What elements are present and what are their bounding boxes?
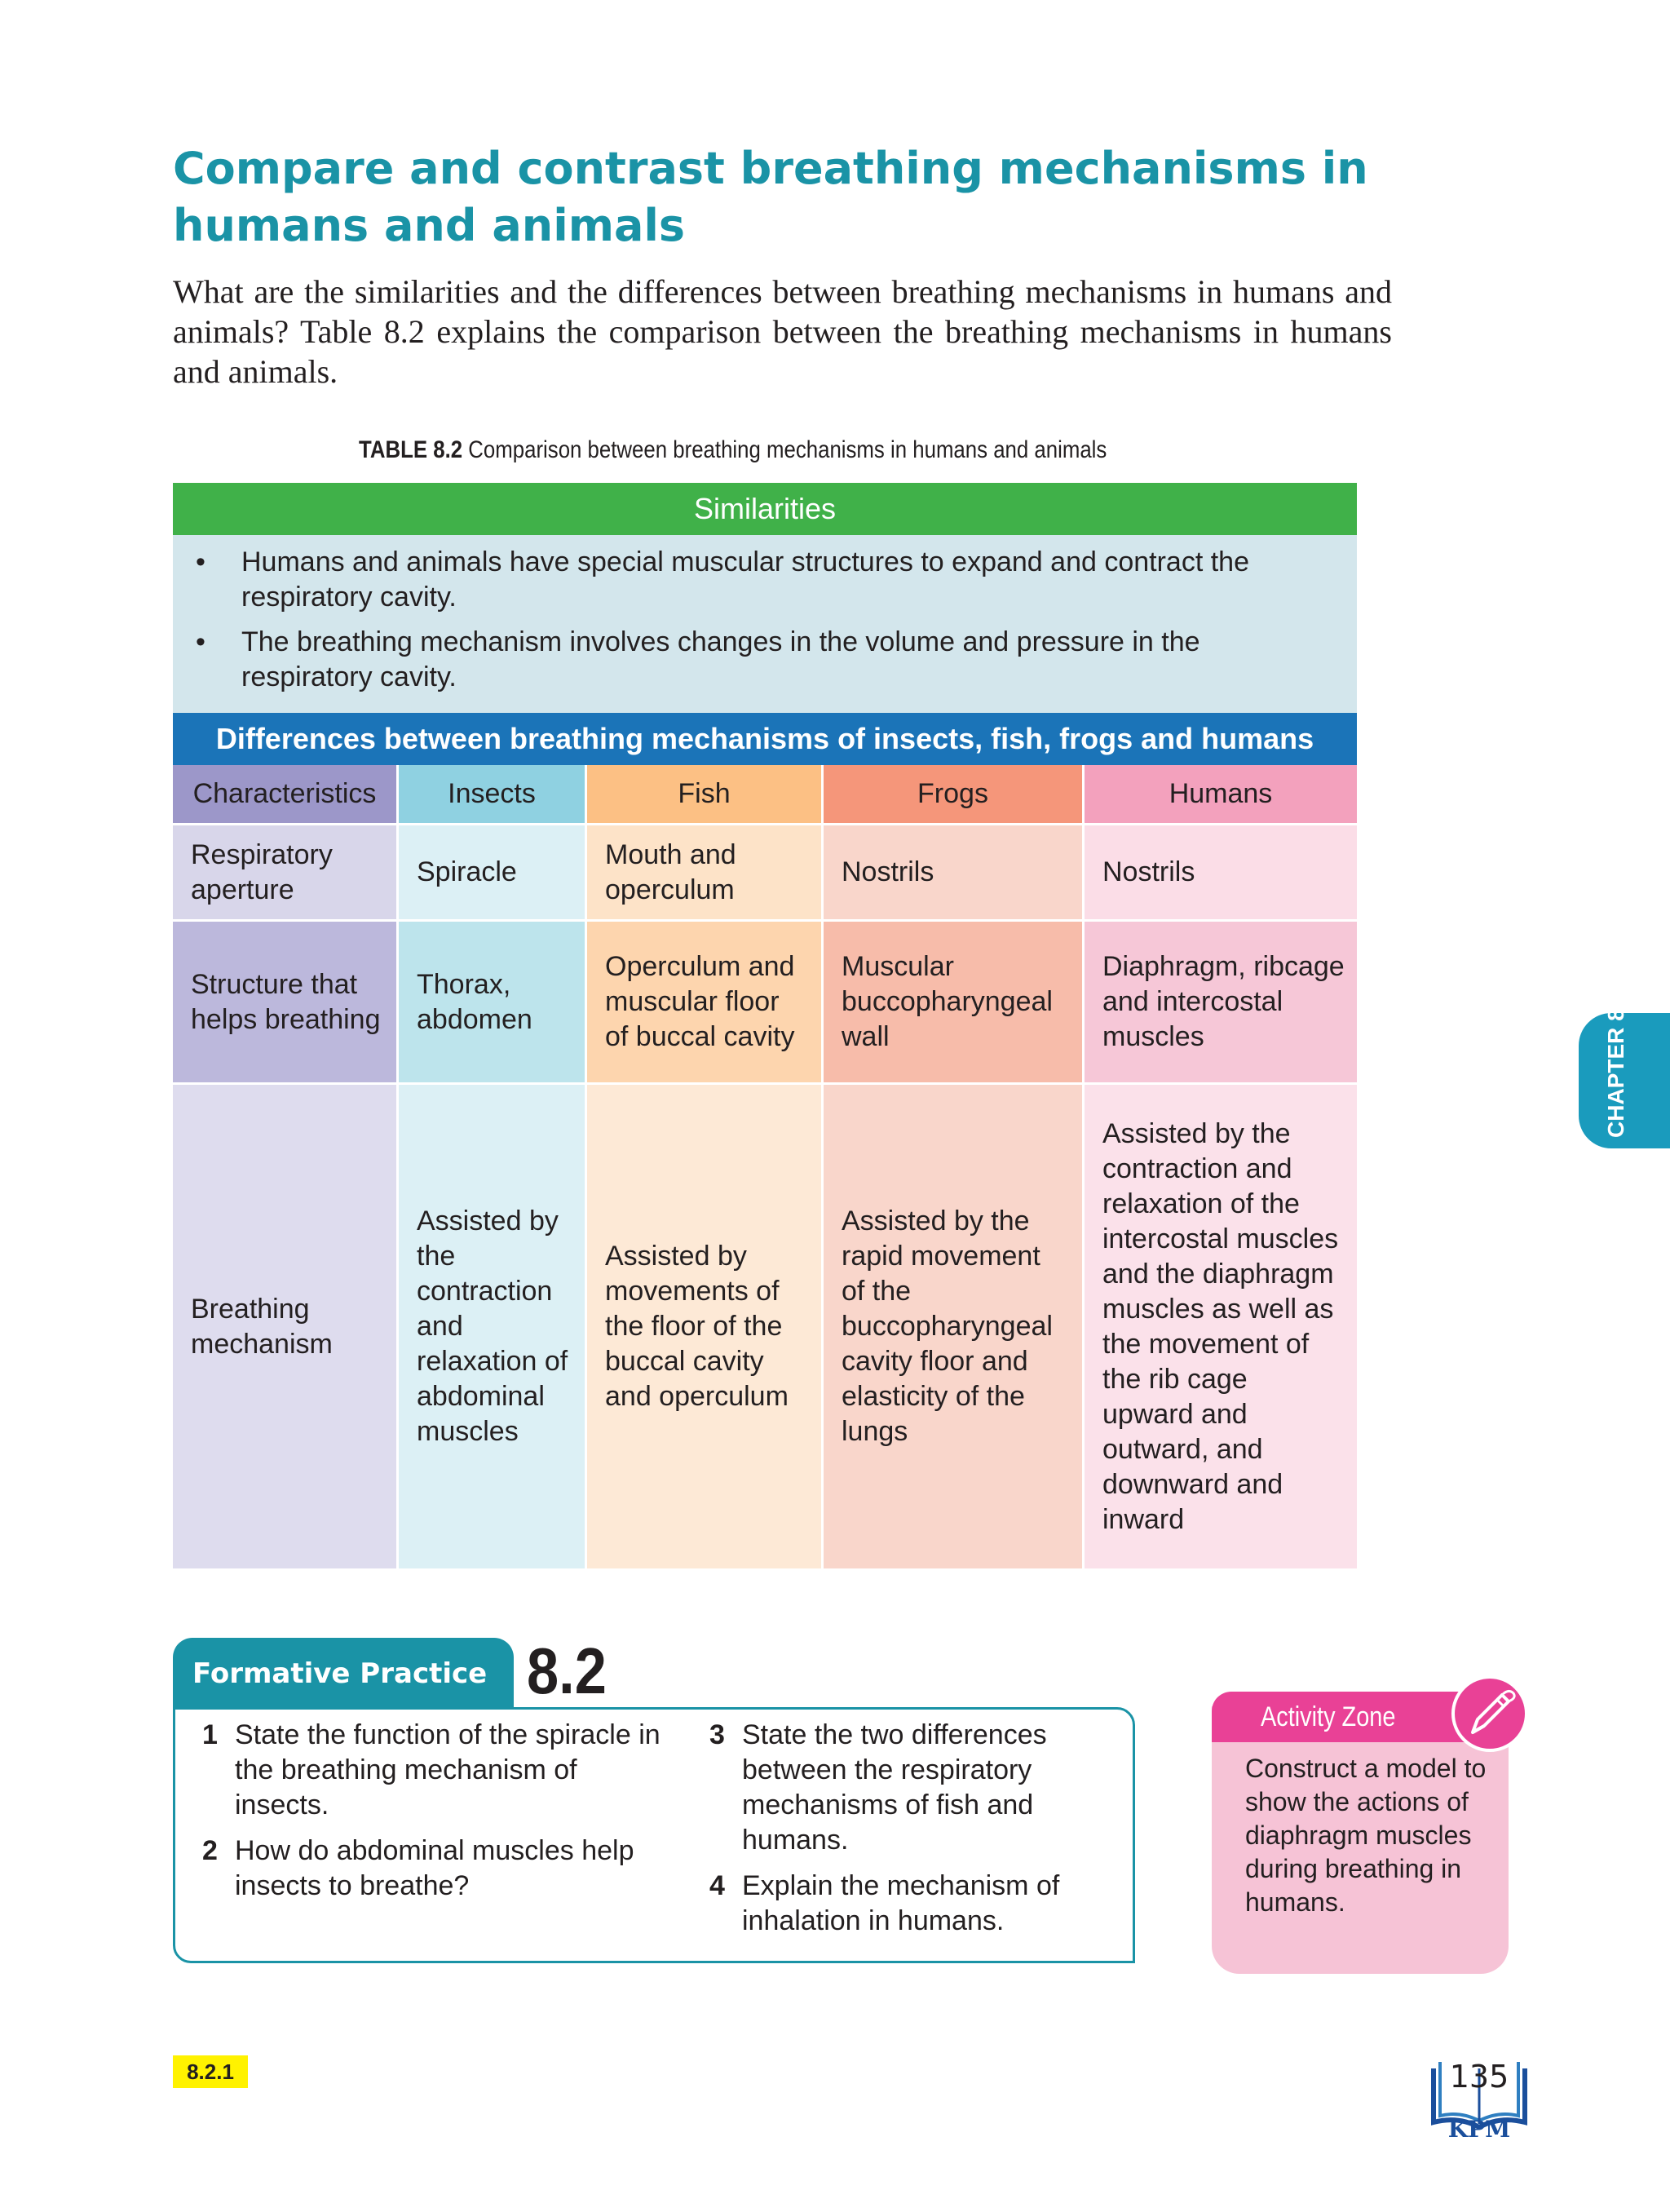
column-header-characteristics: Characteristics: [173, 765, 399, 825]
row-label-respiratory-aperture: Respiratory aperture: [173, 825, 399, 922]
table-cell: Assisted by the contraction and relaxation of the intercostal muscles and the diaphragm muscles as well as the movement of the rib cage upward and outward, and downward and inward: [1085, 1085, 1357, 1571]
comparison-table: [173, 765, 1357, 1571]
table-cell: Mouth and operculum: [587, 825, 824, 922]
table-cell: Diaphragm, ribcage and intercostal muscles: [1085, 922, 1357, 1085]
table-caption-text: Comparison between breathing mechanisms in humans and animals: [468, 436, 1107, 463]
question-item: [709, 1718, 1085, 1858]
page-number: 135: [1449, 2059, 1509, 2095]
table-caption-label: TABLE 8.2: [359, 436, 463, 463]
similarity-text: The breathing mechanism involves changes in the volume and pressure in the respiratory cavity.: [241, 626, 1200, 692]
standard-code-tag: 8.2.1: [173, 2055, 248, 2088]
question-text: How do abdominal muscles help insects to breathe?: [235, 1835, 634, 1901]
table-cell: Assisted by the rapid movement of the buccopharyngeal cavity floor and elasticity of the lungs: [824, 1085, 1085, 1571]
question-number: 1: [202, 1719, 218, 1750]
publisher-label: KPM: [1447, 2116, 1511, 2143]
table-cell: Assisted by movements of the floor of the buccal cavity and operculum: [587, 1085, 824, 1571]
table-cell: Nostrils: [824, 825, 1085, 922]
section-heading: Compare and contrast breathing mechanisms in humans and animals: [173, 143, 1368, 251]
question-number: 3: [709, 1719, 725, 1750]
table-cell: Nostrils: [1085, 825, 1357, 922]
table-cell: Thorax, abdomen: [399, 922, 587, 1085]
activity-zone-title: Activity Zone: [1212, 1692, 1481, 1742]
similarity-item: [196, 625, 1324, 695]
bullet-icon: •: [196, 626, 205, 657]
row-label-structure: Structure that helps breathing: [173, 922, 399, 1085]
formative-practice-number: 8.2: [527, 1635, 607, 1707]
table-cell: Operculum and muscular floor of buccal cavity: [587, 922, 824, 1085]
row-label-breathing-mechanism: Breathing mechanism: [173, 1085, 399, 1571]
pencil-hand-icon: [1451, 1675, 1528, 1752]
question-item: [709, 1869, 1101, 1939]
column-header-fish: Fish: [587, 765, 824, 825]
bullet-icon: •: [196, 546, 205, 577]
question-item: [202, 1718, 675, 1823]
column-header-insects: Insects: [399, 765, 587, 825]
activity-zone-text: Construct a model to show the actions of diaphragm muscles during breathing in humans.: [1245, 1754, 1487, 1917]
question-text: State the function of the spiracle in the breathing mechanism of insects.: [235, 1719, 660, 1820]
table-cell: Muscular buccopharyngeal wall: [824, 922, 1085, 1085]
intro-paragraph: What are the similarities and the differences between breathing mechanisms in humans and animals? Table 8.2 explains the comparison between the breathing mechanisms in humans and animals.: [173, 273, 1392, 390]
similarity-item: [196, 545, 1324, 615]
differences-header: Differences between breathing mechanisms of insects, fish, frogs and humans: [173, 713, 1357, 765]
similarity-text: Humans and animals have special muscular structures to expand and contract the respiratory cavity.: [241, 546, 1249, 613]
question-number: 4: [709, 1870, 725, 1901]
question-text: State the two differences between the respiratory mechanisms of fish and humans.: [742, 1719, 1047, 1856]
column-header-frogs: Frogs: [824, 765, 1085, 825]
table-cell: Spiracle: [399, 825, 587, 922]
table-caption: [359, 436, 1270, 464]
table-cell: Assisted by the contraction and relaxation of abdominal muscles: [399, 1085, 587, 1571]
column-header-humans: Humans: [1085, 765, 1357, 825]
question-number: 2: [202, 1835, 218, 1866]
chapter-tab-label: CHAPTER 8: [1603, 1008, 1628, 1138]
question-text: Explain the mechanism of inhalation in humans.: [742, 1870, 1060, 1936]
formative-practice-label: Formative Practice: [173, 1638, 514, 1710]
similarities-body: [173, 535, 1357, 713]
similarities-header: Similarities: [173, 483, 1357, 535]
question-item: [202, 1834, 675, 1904]
